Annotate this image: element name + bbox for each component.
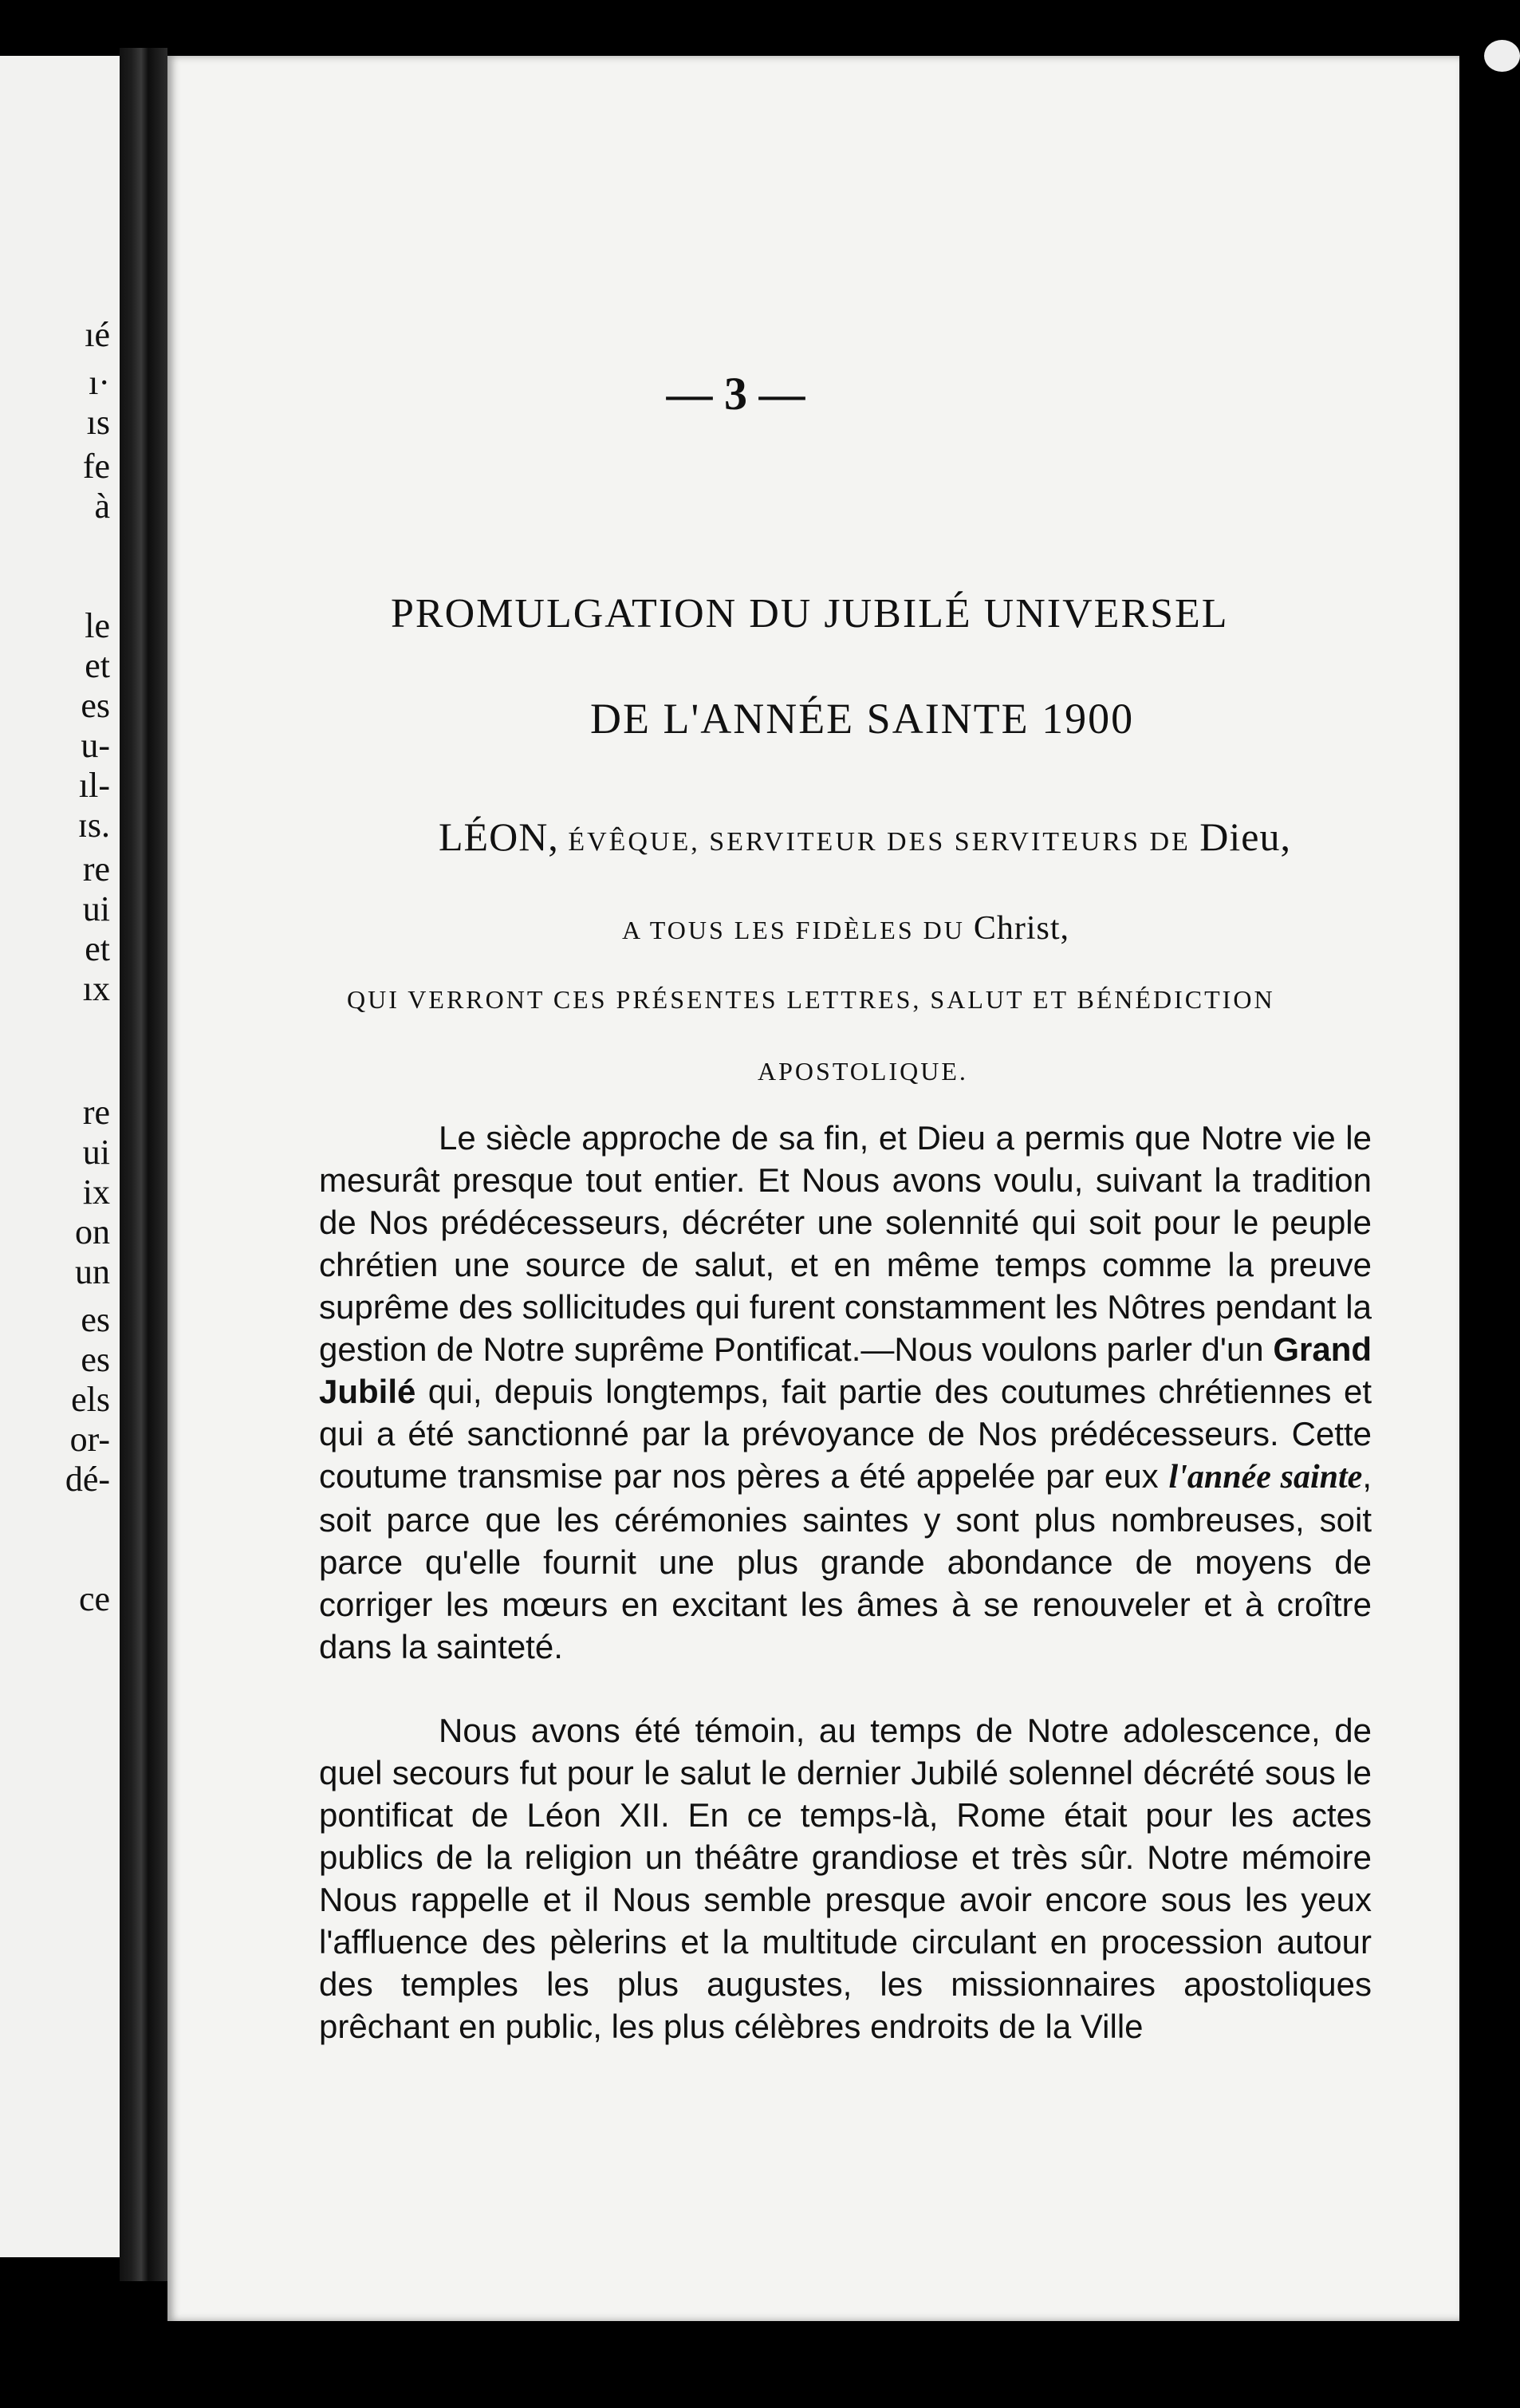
salutation-addressees: A TOUS LES FIDÈLES DU bbox=[622, 916, 974, 944]
document-title-line-1: PROMULGATION DU JUBILÉ UNIVERSEL bbox=[391, 591, 1229, 636]
book-spine bbox=[120, 48, 167, 2281]
adjacent-page-text-fragment: es bbox=[81, 1300, 110, 1339]
salutation-line-1 bbox=[439, 814, 1291, 860]
grand-jubile-term: Grand Jubilé bbox=[319, 1330, 1372, 1410]
adjacent-page-text-fragment: le bbox=[85, 606, 110, 645]
pope-name: LÉON, bbox=[439, 814, 559, 859]
adjacent-page-text-fragment: à bbox=[94, 487, 110, 526]
salutation-dieu: Dieu, bbox=[1199, 814, 1291, 859]
page-number: — 3 — bbox=[666, 368, 805, 420]
adjacent-page-text-fragment: fe bbox=[82, 447, 110, 486]
body-text bbox=[319, 1117, 1372, 2089]
adjacent-page-text-fragment: et bbox=[85, 929, 110, 968]
document-title-line-2: DE L'ANNÉE SAINTE 1900 bbox=[590, 695, 1135, 743]
adjacent-page-text-fragment: ix bbox=[82, 1172, 110, 1212]
paragraph-2: Nous avons été témoin, au temps de Notre adolescence, de quel secours fut pour le salut le dernier Jubilé solennel décrété sous le pontificat de Léon XII. En ce temps-là, Rome était pour les actes publics de la religion un théâtre grandiose et très sûr. Notre mémoire Nous rappelle et il Nous semble presque avoir encore sous les yeux l'affluence des pèlerins et la multitude circulant en procession autour des temples les plus augustes, les missionnaires apostoliques prêchant en public, les plus célèbres endroits de la Ville bbox=[319, 1712, 1372, 2045]
adjacent-page-text-fragment: ce bbox=[78, 1579, 110, 1618]
paragraph-1-part-b: qui, depuis longtemps, fait partie des coutumes chrétiennes et qui a été sanctionné par la prévoyance de Nos prédécesseurs. Cette coutume transmise par nos pères a été appelée par eux bbox=[319, 1373, 1372, 1495]
adjacent-page-text-fragment: ıx bbox=[82, 969, 110, 1008]
salutation-line-2 bbox=[622, 909, 1069, 948]
adjacent-page-text-fragment: re bbox=[82, 1093, 110, 1132]
adjacent-page-text-fragment: ui bbox=[82, 1133, 110, 1172]
adjacent-page-text-fragment: es bbox=[81, 1340, 110, 1379]
adjacent-page-text-fragment: dé- bbox=[65, 1460, 110, 1499]
paragraph-1-part-c: , soit parce que les cérémonies saintes y sont plus nombreuses, soit parce qu'elle fournit une plus grande abondance de moyens de corriger les mœurs en excitant les âmes à se renouveler et à croître dans la sainteté. bbox=[319, 1457, 1372, 1665]
adjacent-page-text-fragment: ı· bbox=[89, 363, 110, 402]
paragraph-1-part-a: Le siècle approche de sa fin, et Dieu a permis que Notre vie le mesurât presque tout entier. Et Nous avons voulu, suivant la tradition de Nos prédécesseurs, décréter une solennité qui soit pour le peuple chrétien une source de salut, et en même temps comme la preuve suprême des sollicitudes qui furent constamment les Nôtres pendant la gestion de Notre suprême Pontificat.—Nous voulons parler d'un bbox=[319, 1119, 1372, 1368]
page-corner-curl bbox=[1484, 40, 1520, 72]
adjacent-page-text-fragment: on bbox=[75, 1212, 110, 1251]
salutation-line-3: QUI VERRONT CES PRÉSENTES LETTRES, SALUT ET BÉNÉDICTION bbox=[347, 985, 1275, 1014]
adjacent-page-text-fragment: es bbox=[81, 686, 110, 725]
salutation-christ: Christ, bbox=[973, 910, 1070, 947]
salutation-line-4: APOSTOLIQUE. bbox=[758, 1057, 968, 1086]
adjacent-page-text-fragment: un bbox=[75, 1252, 110, 1291]
annee-sainte-term: l'année sainte bbox=[1168, 1459, 1363, 1496]
adjacent-page-text-fragment: ıs bbox=[86, 403, 110, 442]
adjacent-page-text-fragment: ıé bbox=[85, 315, 110, 354]
book-page bbox=[167, 56, 1459, 2321]
adjacent-page-text-fragment: u- bbox=[81, 726, 110, 765]
adjacent-page-text-fragment: els bbox=[71, 1380, 110, 1419]
adjacent-page-text-fragment: ui bbox=[82, 889, 110, 928]
adjacent-page-fragment bbox=[0, 56, 120, 2257]
adjacent-page-text-fragment: et bbox=[85, 646, 110, 685]
salutation-title: ÉVÊQUE, SERVITEUR DES SERVITEURS DE bbox=[558, 827, 1200, 857]
adjacent-page-text-fragment: or- bbox=[69, 1420, 110, 1459]
adjacent-page-text-fragment: re bbox=[82, 849, 110, 889]
paragraph-1 bbox=[319, 1117, 1372, 1668]
adjacent-page-text-fragment: ıl- bbox=[78, 766, 110, 805]
adjacent-page-text-fragment: ɪs. bbox=[77, 806, 110, 845]
